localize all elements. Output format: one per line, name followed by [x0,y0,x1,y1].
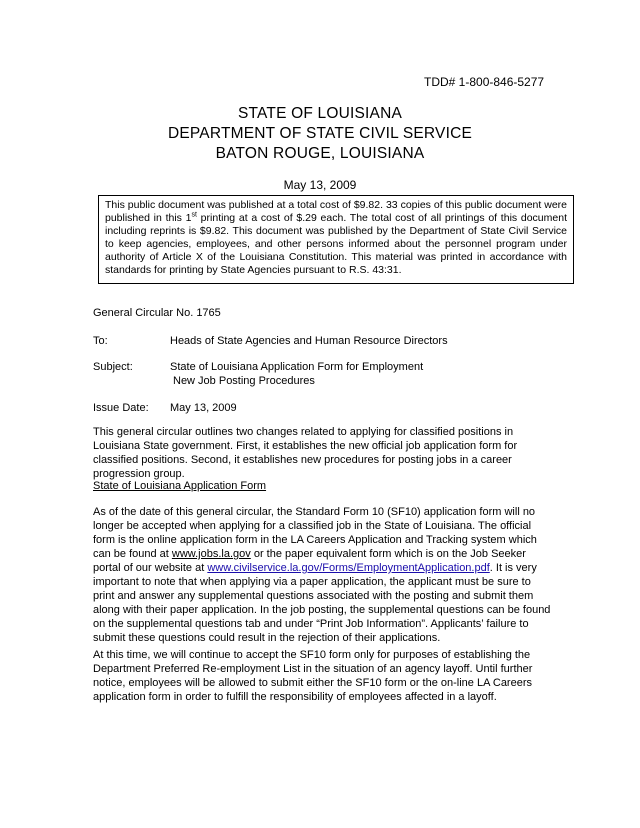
to-label: To: [93,335,108,347]
p2-text-b: or the paper equivalent form which is on the Job Seeker portal of our website at [93,548,526,574]
sf10-paragraph: At this time, we will continue to accept the SF10 form only for purposes of establishing the Department Preferred Re-employment List in the situation of an agency layoff. Until further notice, employees will be allowed to submit either the SF10 form or the on-line LA Careers application form in order to fulfill the responsibility of employees affected in a layoff. [93,649,533,703]
subject-line-2: New Job Posting Procedures [173,375,315,387]
title-state: STATE OF LOUISIANA [237,105,403,122]
notice-text-part2: printing at a cost of $.29 each. The total cost of all printings of this document including reprints is $9.82. This document was published by the Department of State Civil Service to keep agencies, employees, and other persons informed about the personnel program under authority of Article X of the Louisiana Constitution. This material was printed in accordance with standards for printing by State Agencies pursuant to R.S. 43:31. [105,212,567,276]
p2-text-c: . It is very important to note that when applying via a paper application, the applicant must be sure to print and answer any supplemental questions associated with the posting and submit them along with their paper application. In the job posting, the supplemental questions can be found on the supplemental questions tab and under “Print Job Information”. Applicants’ failure to submit these questions could result in the rejection of their applications. [93,562,551,644]
issue-date-value: May 13, 2009 [170,402,237,414]
jobs-website-link[interactable]: www.jobs.la.gov [171,548,251,560]
notice-text-part1: This public document was published at a total cost of $9.82. 33 copies of this public document were published in this 1 [105,199,567,224]
publication-notice-box [98,195,574,284]
title-department: DEPARTMENT OF STATE CIVIL SERVICE [167,125,473,142]
p2-text-a: As of the date of this general circular, the Standard Form 10 (SF10) application form will no longer be accepted when applying for a classified job in the State of Louisiana. The official form is the online application form in the LA Careers Application and Tracking system which can be found at [93,506,537,560]
to-value: Heads of State Agencies and Human Resource Directors [170,335,448,347]
section-heading: State of Louisiana Application Form [93,480,267,492]
tdd-number: TDD# 1-800-846-5277 [424,75,545,89]
issue-date-label: Issue Date: [93,402,149,414]
application-form-paragraph [93,505,553,645]
circular-number: General Circular No. 1765 [93,307,221,319]
intro-paragraph: This general circular outlines two changes related to applying for classified positions in Louisiana State government. First, it establishes the new official job application form for classified positions. Second, it establishes new procedures for posting jobs in a career progression group. [93,426,518,480]
document-date: May 13, 2009 [283,178,357,192]
notice-superscript: st [191,211,197,219]
title-city: BATON ROUGE, LOUISIANA [215,145,425,162]
subject-label: Subject: [93,361,133,373]
subject-line-1: State of Louisiana Application Form for Employment [170,361,424,373]
employment-application-link[interactable]: www.civilservice.la.gov/Forms/EmploymentApplication.pdf [207,562,490,574]
